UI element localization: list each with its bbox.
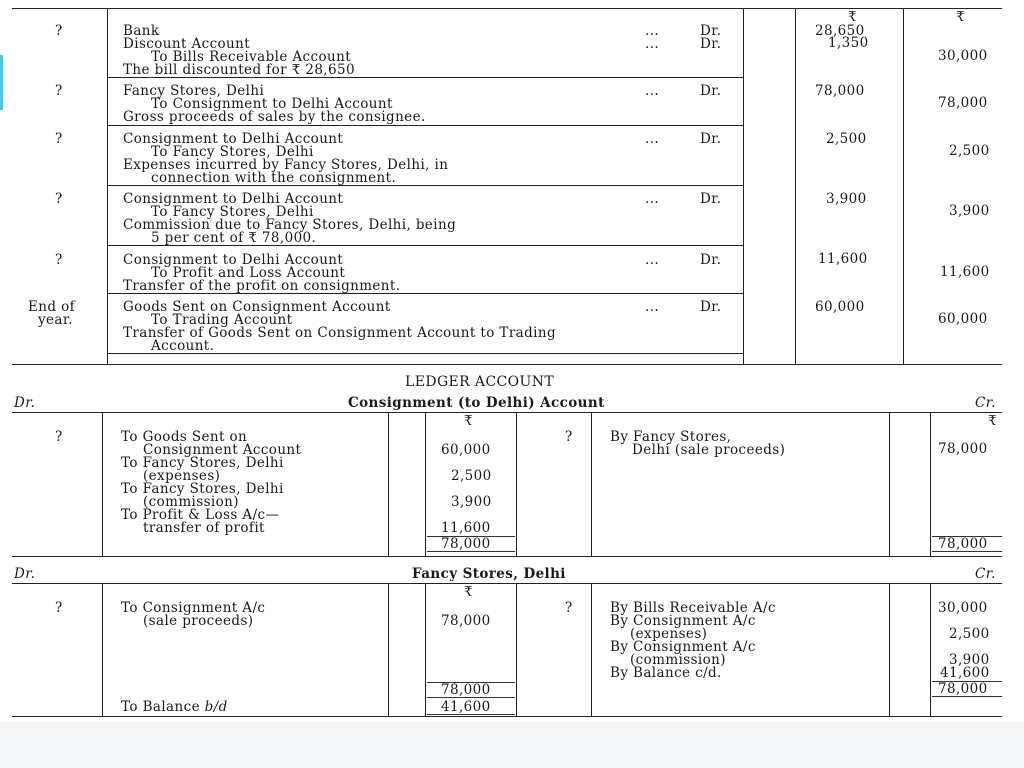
entry-line: To Consignment to Delhi Account xyxy=(151,96,393,112)
ledger-line: To Goods Sent on xyxy=(121,429,248,445)
entry-line: To Profit and Loss Account xyxy=(151,265,346,281)
entry-date: ? xyxy=(55,83,63,99)
entry-date: ? xyxy=(55,429,63,445)
credit-amount: 2,500 xyxy=(949,626,990,642)
entry-date: ? xyxy=(55,131,63,147)
balance-bd-line: To Balance b/d xyxy=(121,699,228,715)
entry-date: ? xyxy=(565,429,573,445)
account-title: Consignment (to Delhi) Account xyxy=(348,395,605,411)
debit-total: 78,000 xyxy=(441,536,491,552)
rupee-symbol: ₹ xyxy=(464,584,473,600)
entry-line: Consignment to Delhi Account xyxy=(123,252,344,268)
dr-tag: Dr. xyxy=(700,191,722,207)
rupee-symbol: ₹ xyxy=(848,9,857,25)
debit-amount: 3,900 xyxy=(826,191,867,207)
ledger-line: (sale proceeds) xyxy=(143,613,254,629)
entry-date: ? xyxy=(55,191,63,207)
debit-amount: 60,000 xyxy=(441,442,491,458)
dr-tag: Dr. xyxy=(700,36,722,52)
entry-line: To Bills Receivable Account xyxy=(151,49,352,65)
credit-amount: 78,000 xyxy=(938,441,988,457)
entry-line: Discount Account xyxy=(123,36,251,52)
dr-label: Dr. xyxy=(14,566,36,582)
credit-total: 78,000 xyxy=(938,681,988,697)
debit-amount: 2,500 xyxy=(451,468,492,484)
balance-bd-amount: 41,600 xyxy=(441,699,491,715)
ledger-heading: LEDGER ACCOUNT xyxy=(405,374,555,390)
debit-amount: 11,600 xyxy=(441,520,491,536)
debit-amount: 1,350 xyxy=(828,35,869,51)
entry-line: To Fancy Stores, Delhi xyxy=(151,204,314,220)
debit-amount: 60,000 xyxy=(815,299,865,315)
credit-amount: 30,000 xyxy=(938,48,988,64)
ledger-line: Delhi (sale proceeds) xyxy=(632,442,786,458)
entry-line: Account. xyxy=(151,338,215,354)
entry-line: Fancy Stores, Delhi xyxy=(123,83,265,99)
rupee-symbol: ₹ xyxy=(988,413,997,429)
account-title: Fancy Stores, Delhi xyxy=(412,566,566,582)
entry-line: Consignment to Delhi Account xyxy=(123,191,344,207)
ledger-line: (commission) xyxy=(630,652,726,668)
ledger-line: To Fancy Stores, Delhi xyxy=(121,455,284,471)
ledger-line: To Profit & Loss A/c— xyxy=(121,507,280,523)
credit-amount: 41,600 xyxy=(940,665,990,681)
cr-label: Cr. xyxy=(975,395,996,411)
ledger-line: By Balance c/d. xyxy=(610,665,722,681)
ledger-line: To Fancy Stores, Delhi xyxy=(121,481,284,497)
entry-line: Expenses incurred by Fancy Stores, Delhi, in xyxy=(123,157,449,173)
dr-tag: Dr. xyxy=(700,23,722,39)
credit-amount: 78,000 xyxy=(938,95,988,111)
dr-tag: Dr. xyxy=(700,131,722,147)
debit-amount: 78,000 xyxy=(815,83,865,99)
ledger-line: By Consignment A/c xyxy=(610,613,756,629)
credit-amount: 30,000 xyxy=(938,600,988,616)
entry-line: 5 per cent of ₹ 78,000. xyxy=(151,230,317,246)
ledger-line: (expenses) xyxy=(143,468,221,484)
ledger-line: By Bills Receivable A/c xyxy=(610,600,776,616)
rupee-symbol: ₹ xyxy=(464,413,473,429)
entry-line: Transfer of Goods Sent on Consignment Account to Trading xyxy=(123,325,557,341)
entry-date: ? xyxy=(55,600,63,616)
credit-total: 78,000 xyxy=(938,536,988,552)
entry-line: Consignment to Delhi Account xyxy=(123,131,344,147)
entry-date: ? xyxy=(565,600,573,616)
ledger-line: (commission) xyxy=(143,494,239,510)
debit-amount: 78,000 xyxy=(441,613,491,629)
entry-date: ? xyxy=(55,23,63,39)
entry-line: To Fancy Stores, Delhi xyxy=(151,144,314,160)
credit-amount: 3,900 xyxy=(949,652,990,668)
credit-amount: 60,000 xyxy=(938,311,988,327)
entry-line: The bill discounted for ₹ 28,650 xyxy=(123,62,355,78)
entry-line: Gross proceeds of sales by the consignee. xyxy=(123,109,426,125)
entry-line: To Trading Account xyxy=(151,312,293,328)
ledger-line: To Consignment A/c xyxy=(121,600,266,616)
cr-label: Cr. xyxy=(975,566,996,582)
rupee-symbol: ₹ xyxy=(956,9,965,25)
credit-amount: 2,500 xyxy=(949,143,990,159)
debit-amount: 2,500 xyxy=(826,131,867,147)
credit-amount: 3,900 xyxy=(949,203,990,219)
debit-amount: 11,600 xyxy=(818,251,868,267)
ledger-line: Consignment Account xyxy=(143,442,302,458)
credit-amount: 11,600 xyxy=(940,264,990,280)
page-bottom-area xyxy=(0,722,1024,768)
entry-line: connection with the consignment. xyxy=(151,170,397,186)
debit-total: 78,000 xyxy=(441,682,491,698)
dr-tag: Dr. xyxy=(700,252,722,268)
ledger-line: By Fancy Stores, xyxy=(610,429,732,445)
debit-amount: 3,900 xyxy=(451,494,492,510)
ledger-line: transfer of profit xyxy=(143,520,265,536)
ledger-line: (expenses) xyxy=(630,626,708,642)
entry-date: ? xyxy=(55,252,63,268)
entry-line: Bank xyxy=(123,23,160,39)
dr-tag: Dr. xyxy=(700,83,722,99)
entry-date: End of xyxy=(28,299,76,315)
entry-line: Goods Sent on Consignment Account xyxy=(123,299,391,315)
edge-marker xyxy=(0,55,3,110)
entry-line: Transfer of the profit on consignment. xyxy=(123,278,401,294)
entry-line: Commission due to Fancy Stores, Delhi, being xyxy=(123,217,457,233)
entry-date-line2: year. xyxy=(38,312,73,328)
ledger-line: By Consignment A/c xyxy=(610,639,756,655)
debit-amount: 28,650 xyxy=(815,23,865,39)
dr-label: Dr. xyxy=(14,395,36,411)
dr-tag: Dr. xyxy=(700,299,722,315)
